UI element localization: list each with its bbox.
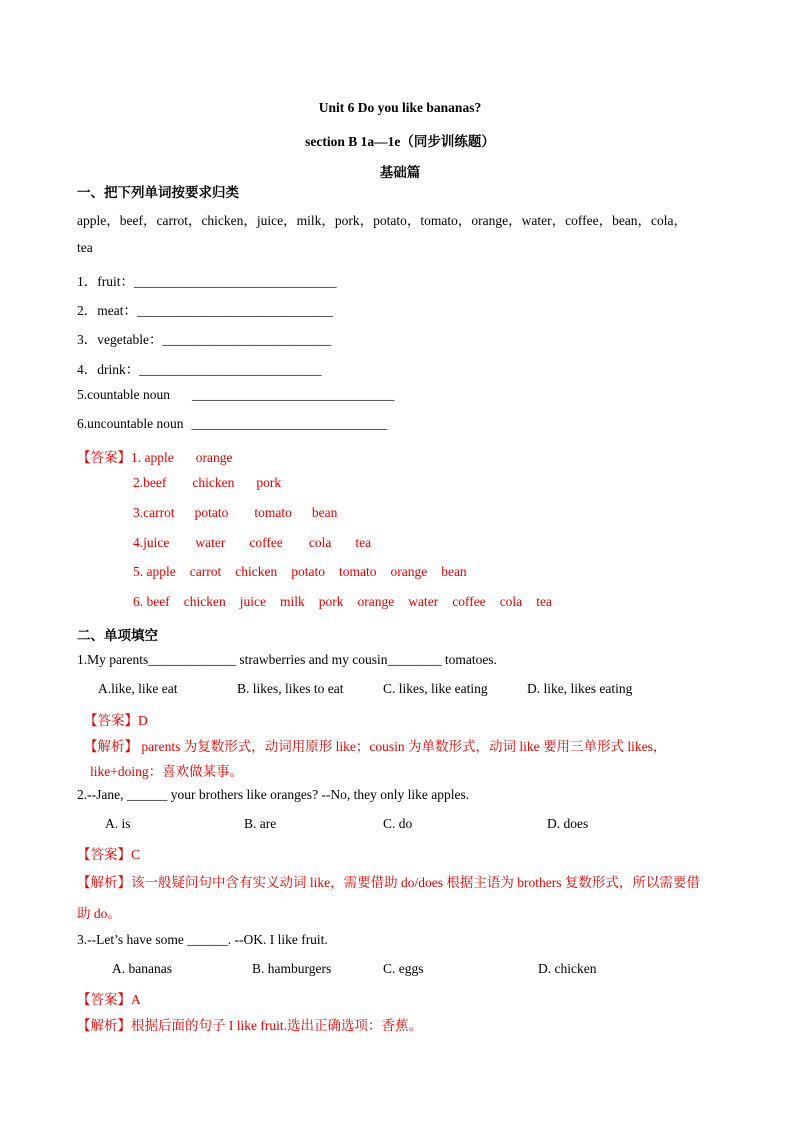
- answer-row-drink: [133, 535, 371, 551]
- answer-word: chicken: [192, 475, 235, 490]
- question-2-analysis-line1: 【解析】该一般疑问句中含有实义动词 like，需要借助 do/does 根据主语为 brothers 复数形式，所以需要借: [77, 875, 700, 890]
- answer-word: 2.beef: [133, 475, 167, 490]
- item-label: 5.countable noun: [77, 387, 170, 402]
- answer-word: coffee: [452, 594, 486, 609]
- answer-word: chicken: [235, 564, 278, 579]
- answer-word: pork: [256, 475, 282, 490]
- question-2-option-a: A. is: [105, 816, 131, 831]
- question-1-option-d: D. like, likes eating: [527, 681, 633, 696]
- question-1-analysis-line1: 【解析】 parents 为复数形式，动词用原形 like；cousin 为单数形式，动词 like 要用三单形式 likes，: [84, 739, 667, 754]
- answer-word: tea: [536, 594, 552, 609]
- item-vegetable: [77, 328, 331, 348]
- level-label: 基础篇: [379, 165, 421, 180]
- word-list-line2: tea: [77, 240, 93, 255]
- part2-heading: 二、单项填空: [77, 628, 158, 643]
- part1-answer: [77, 446, 232, 466]
- item-label: 4．drink：: [77, 362, 140, 377]
- answer-word: coffee: [249, 535, 283, 550]
- answer-word: 3.carrot: [133, 505, 175, 520]
- page-subtitle: section B 1a—1e（同步训练题）: [305, 134, 495, 149]
- question-2-option-d: D. does: [547, 816, 589, 831]
- question-1-option-b: B. likes, likes to eat: [237, 681, 344, 696]
- answer-blank: _________________________: [162, 332, 332, 347]
- item-drink: [77, 358, 322, 378]
- question-3-stem: 3.--Let’s have some ______. --OK. I like fruit.: [77, 932, 328, 947]
- page-title: Unit 6 Do you like bananas?: [318, 100, 482, 115]
- question-2-answer: 【答案】C: [77, 847, 141, 862]
- answer-word: potato: [291, 564, 325, 579]
- question-3-analysis-line1: 【解析】根据后面的句子 I like fruit.选出正确选项：香蕉。: [77, 1018, 422, 1033]
- question-2-option-c: C. do: [383, 816, 413, 831]
- question-1-option-a: A.like, like eat: [98, 681, 178, 696]
- item-meat: [77, 299, 333, 319]
- item-label: 6.uncountable noun: [77, 416, 184, 431]
- answer-word: 5. apple: [133, 564, 176, 579]
- answer-word: water: [195, 535, 226, 550]
- answer-word: tomato: [254, 505, 292, 520]
- question-3-option-d: D. chicken: [538, 961, 597, 976]
- item-uncountable: [77, 416, 387, 432]
- answer-blank: ______________________________: [191, 387, 395, 402]
- answer-word: potato: [194, 505, 229, 520]
- answer-word: orange: [195, 450, 233, 465]
- item-label: 3．vegetable：: [77, 332, 163, 347]
- question-2-analysis-line2: 助 do。: [77, 906, 121, 921]
- answer-blank: _____________________________: [137, 303, 333, 318]
- item-fruit: [77, 270, 337, 290]
- item-label: 2．meat：: [77, 303, 137, 318]
- question-1-answer: 【答案】D: [84, 713, 148, 728]
- item-label: 1．fruit：: [77, 274, 134, 289]
- answer-blank: ___________________________: [139, 362, 322, 377]
- question-3-option-a: A. bananas: [112, 961, 172, 976]
- answer-word: carrot: [189, 564, 222, 579]
- answer-word: 6. beef: [133, 594, 170, 609]
- word-list-line1: apple，beef，carrot，chicken，juice，milk，pork，potato，tomato，orange，water，coffee，bean，cola，: [77, 213, 688, 228]
- answer-word: 1. apple: [131, 450, 174, 465]
- answer-word: tea: [355, 535, 372, 550]
- answer-row-meat: [133, 475, 281, 491]
- answer-word: cola: [308, 535, 332, 550]
- answer-word: orange: [390, 564, 428, 579]
- answer-word: orange: [357, 594, 395, 609]
- question-2-stem: 2.--Jane, ______ your brothers like oranges? --No, they only like apples.: [77, 787, 470, 802]
- question-2-option-b: B. are: [244, 816, 277, 831]
- answer-tag: 【答案】: [77, 450, 131, 465]
- answer-word: water: [408, 594, 439, 609]
- answer-word: tomato: [338, 564, 377, 579]
- answer-blank: ______________________________: [134, 274, 337, 289]
- part1-heading: 一、把下列单词按要求归类: [77, 185, 239, 200]
- item-countable: [77, 387, 394, 403]
- question-1-option-c: C. likes, like eating: [383, 681, 488, 696]
- answer-word: 4.juice: [133, 535, 170, 550]
- answer-word: juice: [239, 594, 266, 609]
- answer-word: cola: [499, 594, 523, 609]
- answer-blank: _____________________________: [191, 416, 388, 431]
- answer-word: milk: [279, 594, 305, 609]
- answer-word: bean: [311, 505, 338, 520]
- question-3-option-c: C. eggs: [383, 961, 424, 976]
- answer-word: bean: [441, 564, 467, 579]
- answer-row-vegetable: [133, 505, 337, 521]
- answer-word: pork: [318, 594, 344, 609]
- question-3-option-b: B. hamburgers: [252, 961, 332, 976]
- question-3-answer: 【答案】A: [77, 992, 141, 1007]
- answer-word: chicken: [183, 594, 226, 609]
- answer-row-countable: [133, 564, 467, 580]
- answer-row-uncountable: [133, 594, 552, 610]
- question-1-analysis-line2: like+doing：喜欢做某事。: [90, 764, 244, 779]
- question-1-stem: 1.My parents_____________ strawberries and my cousin________ tomatoes.: [77, 652, 497, 667]
